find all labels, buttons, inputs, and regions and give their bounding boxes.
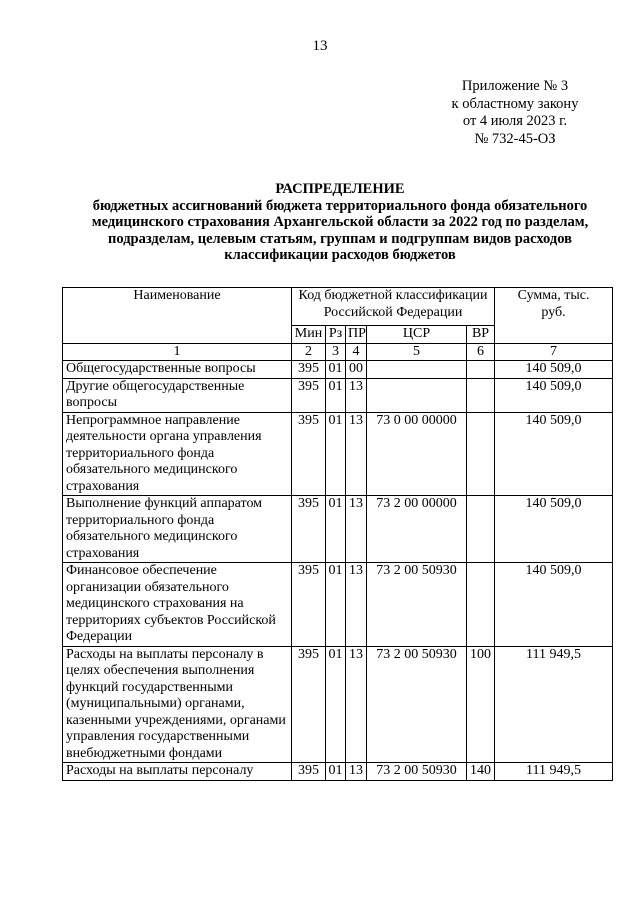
table-row — [63, 563, 613, 647]
title-line: медицинского страхования Архангельской области за 2022 год по разделам, — [91, 214, 589, 230]
row-min: 395 — [292, 763, 326, 781]
header-sum: Сумма, тыс. руб. — [495, 288, 613, 344]
row-vr — [467, 412, 495, 496]
col-number: 7 — [495, 343, 613, 361]
col-number: 4 — [346, 343, 367, 361]
row-vr — [467, 563, 495, 647]
row-name: Общегосударственные вопросы — [63, 361, 292, 379]
title-line: бюджетных ассигнований бюджета территориального фонда обязательного — [92, 197, 588, 214]
table-row — [63, 361, 613, 379]
row-vr — [467, 361, 495, 379]
row-rz: 01 — [326, 412, 346, 496]
budget-table — [62, 287, 613, 781]
row-pr: 00 — [346, 361, 367, 379]
row-rz: 01 — [326, 361, 346, 379]
appendix-line: к областному закону — [451, 95, 579, 112]
col-number: 6 — [467, 343, 495, 361]
col-number: 1 — [63, 343, 292, 361]
row-sum: 140 509,0 — [495, 496, 613, 563]
row-csr: 73 2 00 50930 — [367, 563, 467, 647]
row-name: Расходы на выплаты персоналу в целях обеспечения выполнения функций государственными (муниципальными) органами, казенными учреждениями, органами управления государственными внебюджетными фондами — [63, 646, 292, 763]
row-vr — [467, 378, 495, 412]
col-number: 5 — [367, 343, 467, 361]
column-number-row — [63, 343, 613, 361]
row-name: Финансовое обеспечение организации обязательного медицинского страхования на территориях субъектов Российской Федерации — [63, 563, 292, 647]
row-pr: 13 — [346, 412, 367, 496]
title-line: подразделам, целевым статьям, группам и подгруппам видов расходов — [108, 230, 572, 247]
row-csr: 73 0 00 00000 — [367, 412, 467, 496]
header-name: Наименование — [63, 288, 292, 344]
page-number: 13 — [312, 38, 328, 54]
row-sum: 140 509,0 — [495, 361, 613, 379]
appendix-line: Приложение № 3 — [461, 78, 569, 94]
col-number: 2 — [292, 343, 326, 361]
row-min: 395 — [292, 646, 326, 763]
document-title — [70, 181, 610, 264]
row-name: Выполнение функций аппаратом территориального фонда обязательного медицинского страхования — [63, 496, 292, 563]
header-pr: ПР — [346, 326, 367, 344]
row-sum: 140 509,0 — [495, 412, 613, 496]
title-line: классификации расходов бюджетов — [224, 247, 456, 263]
row-rz: 01 — [326, 763, 346, 781]
row-min: 395 — [292, 378, 326, 412]
header-code-group: Код бюджетной классификации Российской Федерации — [292, 288, 495, 326]
row-csr: 73 2 00 00000 — [367, 496, 467, 563]
table-row — [63, 646, 613, 763]
header-csr: ЦСР — [367, 326, 467, 344]
row-csr — [367, 378, 467, 412]
row-rz: 01 — [326, 646, 346, 763]
row-rz: 01 — [326, 378, 346, 412]
row-name: Расходы на выплаты персоналу — [63, 763, 292, 781]
row-sum: 111 949,5 — [495, 646, 613, 763]
col-number: 3 — [326, 343, 346, 361]
appendix-line: № 732-45-ОЗ — [474, 130, 556, 147]
table-row — [63, 378, 613, 412]
table-row — [63, 412, 613, 496]
table-row — [63, 496, 613, 563]
row-csr: 73 2 00 50930 — [367, 646, 467, 763]
header-vr: ВР — [467, 326, 495, 344]
row-sum: 111 949,5 — [495, 763, 613, 781]
row-pr: 13 — [346, 646, 367, 763]
header-min: Мин — [292, 326, 326, 344]
row-pr: 13 — [346, 378, 367, 412]
row-pr: 13 — [346, 563, 367, 647]
row-name: Другие общегосударственные вопросы — [63, 378, 292, 412]
row-pr: 13 — [346, 763, 367, 781]
row-min: 395 — [292, 563, 326, 647]
header-row — [63, 288, 613, 326]
appendix-line: от 4 июля 2023 г. — [462, 113, 568, 129]
row-name: Непрограммное направление деятельности органа управления территориального фонда обязательного медицинского страхования — [63, 412, 292, 496]
row-pr: 13 — [346, 496, 367, 563]
row-rz: 01 — [326, 563, 346, 647]
row-csr — [367, 361, 467, 379]
row-sum: 140 509,0 — [495, 563, 613, 647]
row-csr: 73 2 00 50930 — [367, 763, 467, 781]
appendix-block — [430, 78, 600, 148]
header-rz: Рз — [326, 326, 346, 344]
row-vr: 140 — [467, 763, 495, 781]
row-vr: 100 — [467, 646, 495, 763]
row-min: 395 — [292, 496, 326, 563]
row-sum: 140 509,0 — [495, 378, 613, 412]
table-row — [63, 763, 613, 781]
row-min: 395 — [292, 361, 326, 379]
row-min: 395 — [292, 412, 326, 496]
title-line: РАСПРЕДЕЛЕНИЕ — [275, 181, 405, 197]
row-rz: 01 — [326, 496, 346, 563]
row-vr — [467, 496, 495, 563]
